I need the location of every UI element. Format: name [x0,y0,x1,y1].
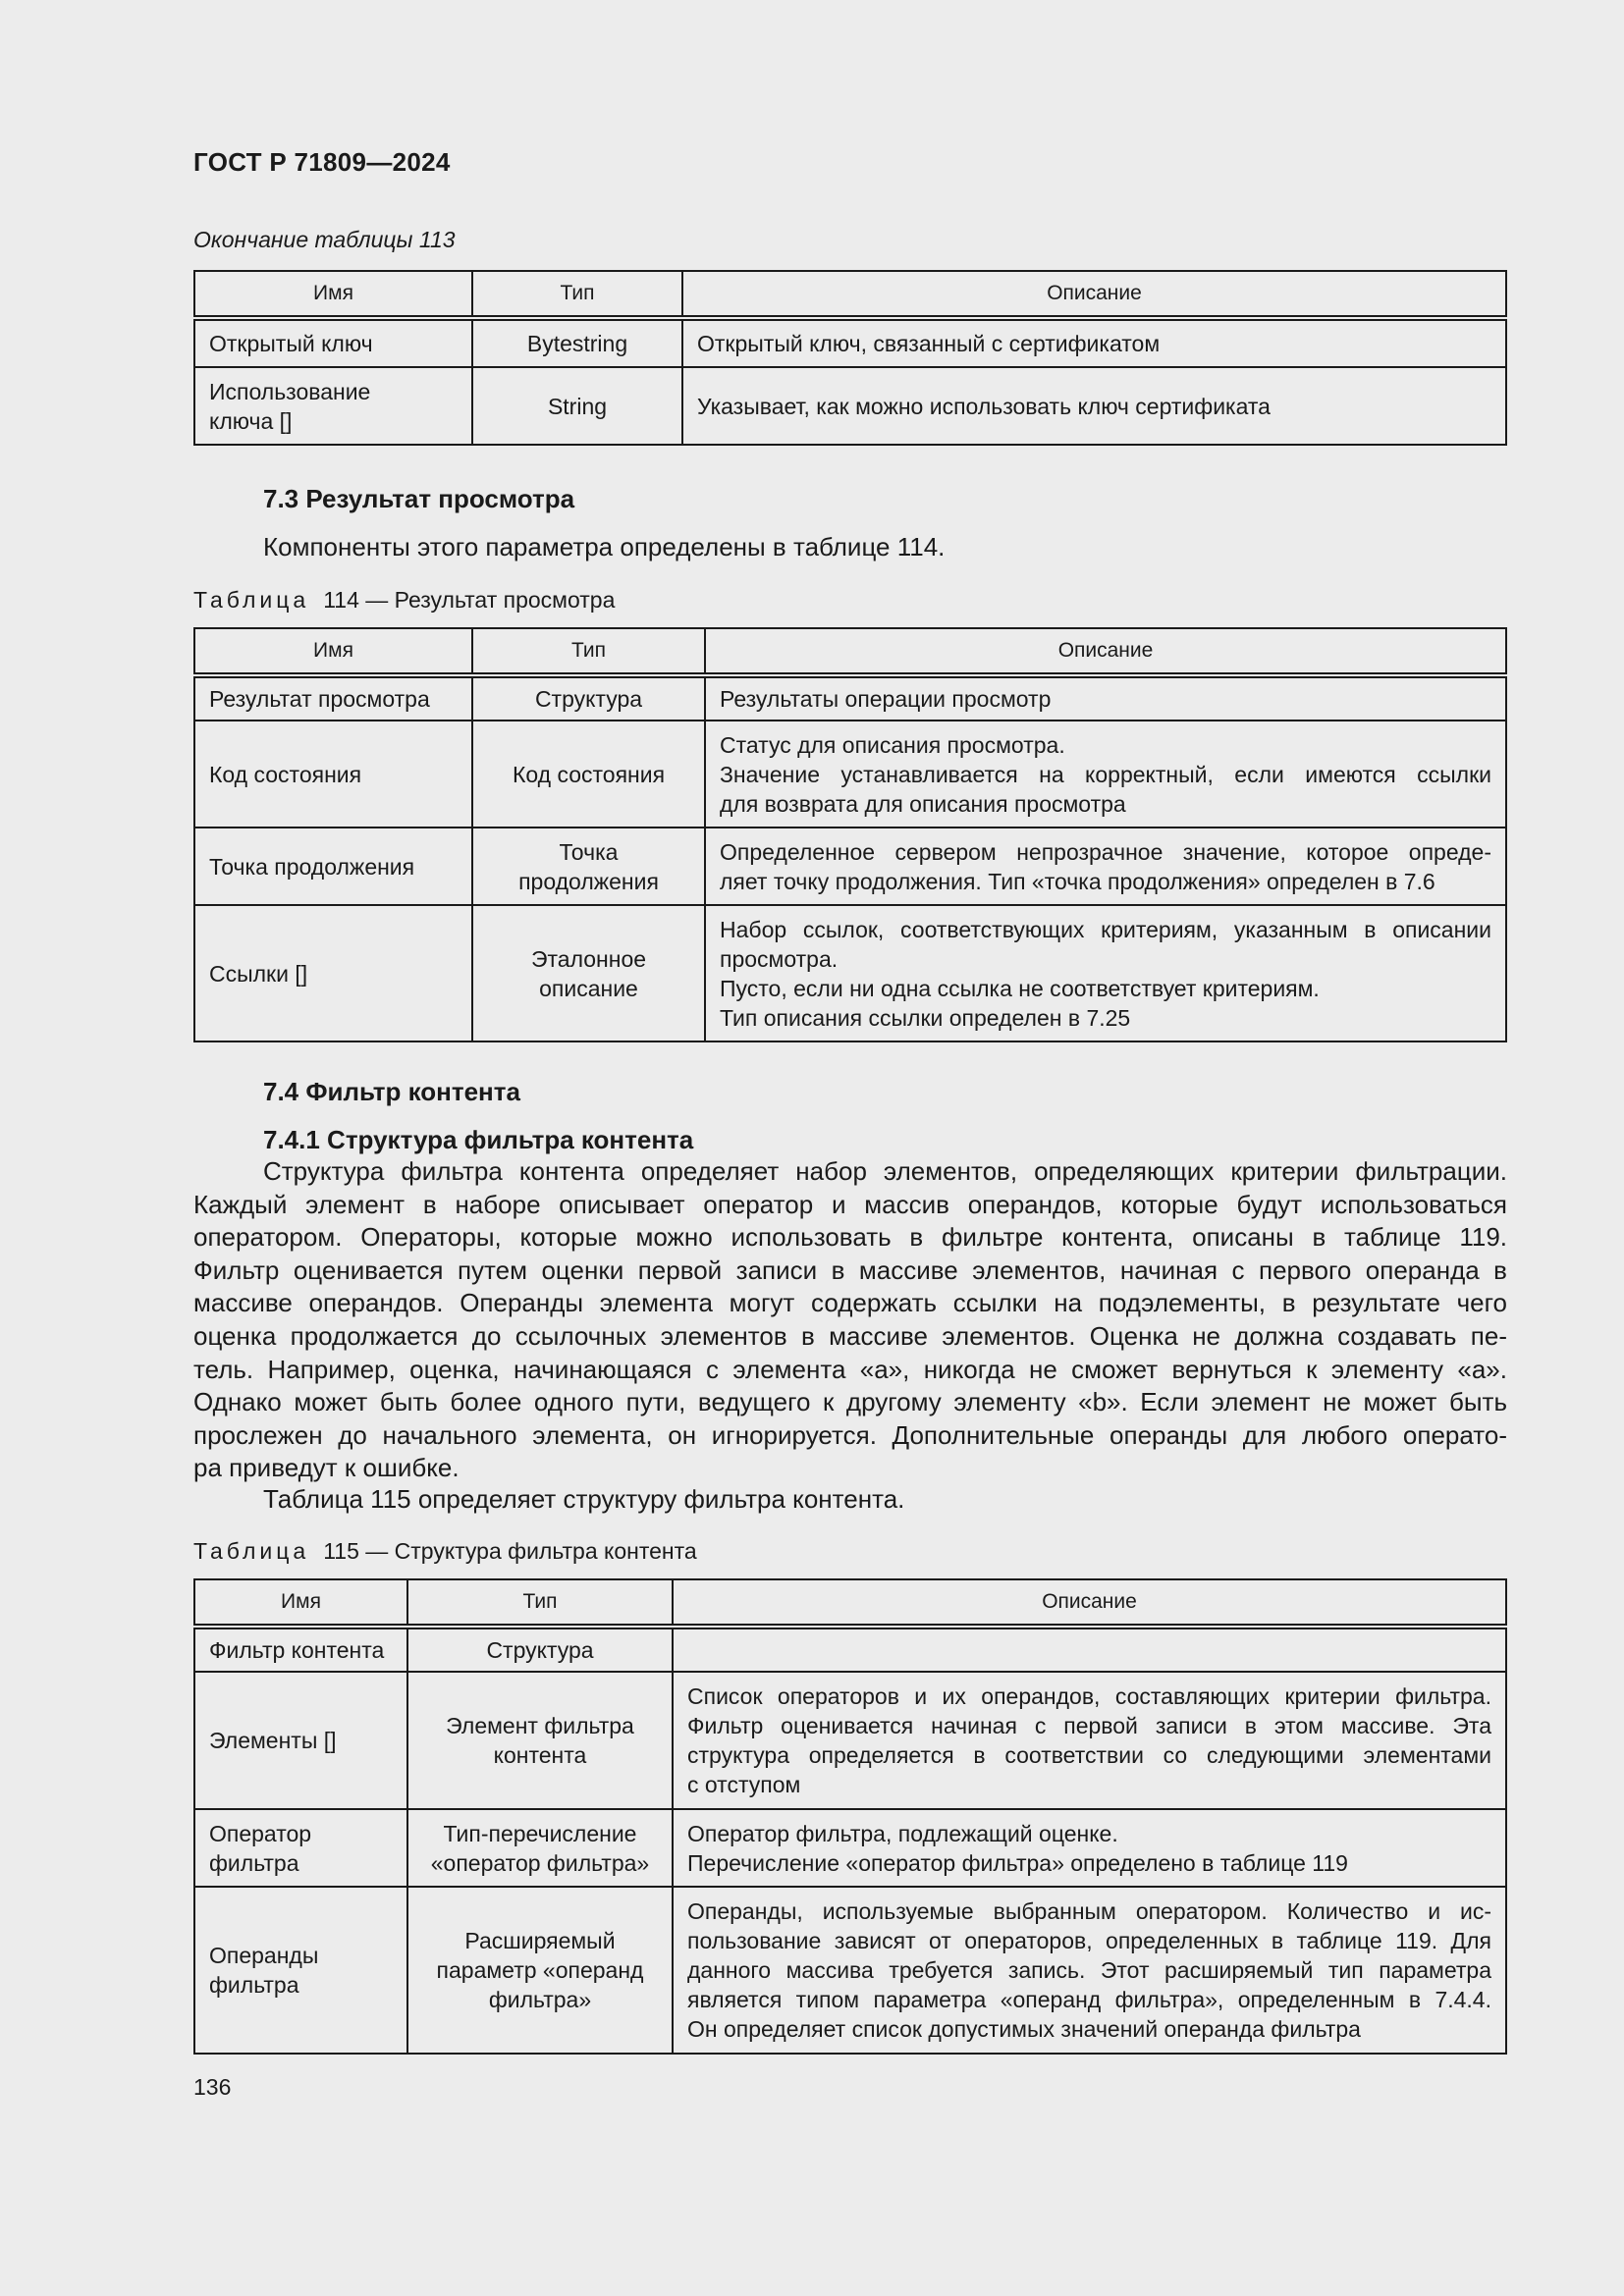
cell-line: Точка [559,838,619,865]
cell-line: Эталонное [530,945,647,972]
section-heading-7-4: 7.4 Фильтр контента [263,1077,520,1106]
cell-type [407,1809,673,1887]
paragraph-line: Однако может быть более одного пути, ведущего к другому элементу «b». Если элемент не может быть [193,1387,1507,1417]
cell-line: параметр «операнд [436,1957,644,1983]
table-114-caption [193,587,615,614]
cell-name: Результат просмотра [194,675,472,721]
cell-line: Список операторов и их операндов, составляющих критерии фильтра. [687,1683,1491,1709]
cell-name: Ссылки [] [194,905,472,1041]
paragraph-line: тель. Например, оценка, начинающаяся с элемента «a», никогда не сможет вернуться к элементу «a». [193,1354,1507,1384]
cell-line: для возврата для описания просмотра [720,790,1126,817]
cell-line: Фильтр контента [209,1637,385,1663]
cell-type [407,1672,673,1809]
cell-line: Он определяет список допустимых значений операнда фильтра [687,2016,1361,2042]
paragraph-line: массиве операндов. Операнды элемента могут содержать ссылки на подэлементы, в результате чего [193,1288,1507,1318]
page-number: 136 [193,2074,232,2100]
cell-type [407,1627,673,1672]
table-caption-word: Таблица [193,587,310,613]
column-header-type: Тип [472,628,705,675]
cell-line: фильтра» [488,1987,592,2012]
table-row [194,828,1506,905]
cell-line: ляет точку продолжения. Тип «точка продолжения» определен в 7.6 [720,868,1435,894]
table-115-caption [193,1538,697,1565]
cell-description [673,1627,1506,1672]
cell-description [705,905,1506,1041]
cell-line: фильтра [209,1849,299,1876]
column-header-type: Тип [472,271,682,318]
cell-line: просмотра. [720,945,839,972]
table-113-continuation-caption: Окончание таблицы 113 [193,227,456,252]
table-header-row [194,628,1506,675]
cell-line: Фильтр оценивается начиная с первой записи в этом массиве. Эта [687,1713,1491,1738]
table-row [194,675,1506,721]
cell-name [194,1672,407,1809]
cell-line: с отступом [687,1772,801,1797]
cell-name [194,367,472,445]
cell-line: ключа [] [209,407,293,434]
cell-line: описание [539,975,638,1001]
cell-line: Пусто, если ни одна ссылка не соответствует критериям. [720,975,1320,1001]
cell-description [705,721,1506,828]
cell-name: Точка продолжения [194,828,472,905]
table-row [194,1672,1506,1809]
cell-name [194,1887,407,2054]
cell-line: данного массива требуется запись. Этот расширяемый тип параметра [687,1957,1491,1983]
cell-line: Перечисление «оператор фильтра» определено в таблице 119 [687,1849,1348,1876]
cell-description [705,675,1506,721]
cell-description [673,1809,1506,1887]
table-row [194,367,1506,445]
table-row [194,1627,1506,1672]
cell-line: Значение устанавливается на корректный, если имеются ссылки [720,761,1491,787]
cell-line: Структура [486,1637,594,1663]
cell-line: является типом параметра «операнд фильтра», определенным в 7.4.4. [687,1987,1491,2012]
cell-type [472,828,705,905]
column-header-description: Описание [682,271,1506,318]
paragraph-line: ра приведут к ошибке. [193,1453,460,1483]
column-header-name: Имя [194,271,472,318]
cell-line: Тип описания ссылки определен в 7.25 [720,1004,1131,1031]
cell-line: контента [493,1742,587,1768]
column-header-description: Описание [673,1579,1506,1627]
cell-line: Операнды [209,1943,319,1968]
cell-line: Оператор [209,1820,312,1846]
cell-line: Результаты операции просмотр [720,686,1052,712]
paragraph-line: Фильтр оценивается путем оценки первой записи в массиве элементов, начиная с первого операнда в [193,1255,1507,1285]
cell-line: Оператор фильтра, подлежащий оценке. [687,1820,1118,1846]
section-heading-7-3: 7.3 Результат просмотра [263,484,575,513]
section-7-3-intro: Компоненты этого параметра определены в таблице 114. [263,532,946,561]
cell-line: Использование [209,378,371,404]
table-caption-title: 114 — Результат просмотра [323,587,616,613]
column-header-type: Тип [407,1579,673,1627]
cell-description [705,828,1506,905]
table-115 [193,1578,1507,2055]
cell-name [194,1809,407,1887]
cell-name: Открытый ключ [194,318,472,367]
paragraph-line: прослежен до начального элемента, он игнорируется. Дополнительные операнды для любого операто- [193,1419,1507,1450]
table-row [194,905,1506,1041]
cell-line: Набор ссылок, соответствующих критериям, указанным в описании [720,916,1491,942]
cell-line: продолжения [518,868,659,894]
cell-line: Элемент фильтра [446,1713,634,1738]
cell-line: фильтра [209,1972,299,1998]
cell-line: структура определяется в соответствии со следующими элементами [687,1742,1491,1768]
table-header-row [194,271,1506,318]
paragraph-line: оператором. Операторы, которые можно использовать в фильтре контента, описаны в таблице 119. [193,1222,1507,1253]
paragraph-line: Структура фильтра контента определяет набор элементов, определяющих критерии фильтрации. [263,1156,1507,1186]
table-row [194,318,1506,367]
cell-line: Операнды, используемые выбранным оператором. Количество и ис- [687,1898,1491,1924]
cell-description [673,1672,1506,1809]
table-114 [193,627,1507,1042]
table-caption-title: 115 — Структура фильтра контента [323,1538,697,1564]
column-header-description: Описание [705,628,1506,675]
cell-type [472,905,705,1041]
cell-description: Указывает, как можно использовать ключ сертификата [682,367,1506,445]
table-115-reference: Таблица 115 определяет структуру фильтра контента. [263,1484,905,1514]
table-header-row [194,1579,1506,1627]
cell-type [407,1887,673,2054]
table-row [194,721,1506,828]
column-header-name: Имя [194,628,472,675]
cell-type: Структура [472,675,705,721]
cell-type: Bytestring [472,318,682,367]
cell-description [673,1887,1506,2054]
cell-line: Расширяемый [464,1928,616,1953]
cell-description: Открытый ключ, связанный с сертификатом [682,318,1506,367]
cell-type: String [472,367,682,445]
section-7-4-1-paragraph [193,1155,1507,1485]
paragraph-line: Каждый элемент в наборе описывает оператор и массив операндов, которые будут использоваться [193,1189,1507,1219]
column-header-name: Имя [194,1579,407,1627]
cell-line: Статус для описания просмотра. [720,731,1065,758]
table-caption-word: Таблица [193,1538,310,1564]
cell-line: Определенное сервером непрозрачное значение, которое опреде- [720,838,1491,865]
paragraph-line: оценка продолжается до ссылочных элементов в массиве элементов. Оценка не должна создавать пе- [193,1320,1507,1351]
cell-name: Код состояния [194,721,472,828]
cell-line: «оператор фильтра» [430,1849,650,1876]
cell-type: Код состояния [472,721,705,828]
section-heading-7-4-1: 7.4.1 Структура фильтра контента [263,1125,694,1154]
cell-line: Элементы [] [209,1728,337,1753]
cell-line: Тип-перечисление [443,1820,637,1846]
table-row [194,1809,1506,1887]
cell-name [194,1627,407,1672]
table-row [194,1887,1506,2054]
cell-line: пользование зависят от операторов, определенных в таблице 119. Для [687,1928,1491,1953]
table-113 [193,270,1507,446]
standard-designation: ГОСТ Р 71809—2024 [193,147,451,177]
